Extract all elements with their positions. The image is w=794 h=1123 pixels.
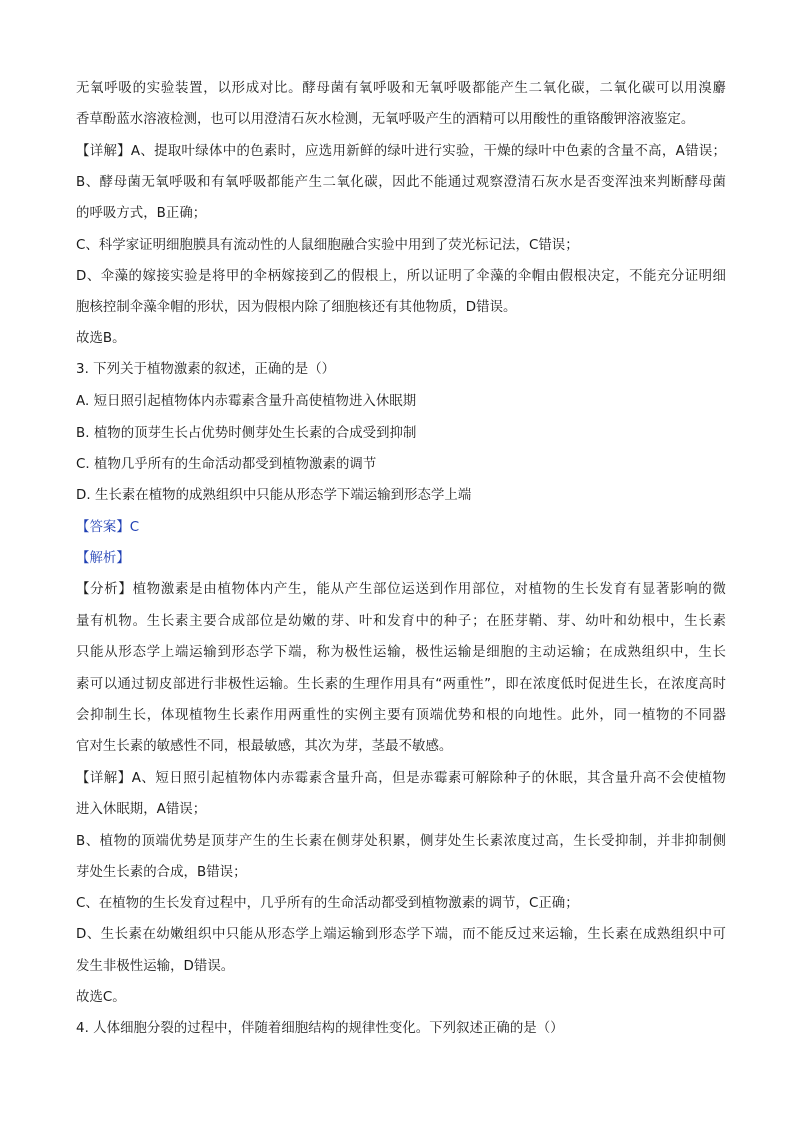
option-c: C. 植物几乎所有的生命活动都受到植物激素的调节 [76,457,377,472]
text-line: 发生非极性运输，D错误。 [76,959,235,974]
text-line: 只能从形态学上端运输到形态学下端，称为极性运输，极性运输是细胞的主动运输；在成熟组织中，生长 [76,645,726,660]
text-line: 香草酚蓝水溶液检测，也可以用澄清石灰水检测，无氧呼吸产生的酒精可以用酸性的重铬酸钾溶液鉴定。 [76,112,695,127]
text-line: 胞核控制伞藻伞帽的形状，因为假根内除了细胞核还有其他物质，D错误。 [76,300,517,315]
text-line: 进入休眠期，A错误； [76,802,207,817]
text-line: B、酵母菌无氧呼吸和有氧呼吸都能产生二氧化碳，因此不能通过观察澄清石灰水是否变浑浊来判断酵母菌 [76,175,726,190]
analysis-heading: 【解析】 [76,551,130,566]
text-line: 素可以通过韧皮部进行非极性运输。生长素的生理作用具有“两重性”，即在浓度低时促进生长，在浓度高时 [76,677,726,692]
option-a: A. 短日照引起植物体内赤霉素含量升高使植物进入休眠期 [76,394,417,409]
text-line: 无氧呼吸的实验装置，以形成对比。酵母菌有氧呼吸和无氧呼吸都能产生二氧化碳，二氧化碳可以用溴麝 [76,81,726,96]
text-line: 会抑制生长，体现植物生长素作用两重性的实例主要有顶端优势和根的向地性。此外，同一植物的不同器 [76,708,726,723]
text-line: D、生长素在幼嫩组织中只能从形态学上端运输到形态学下端，而不能反过来运输，生长素在成熟组织中可 [76,927,726,942]
question-3: 3. 下列关于植物激素的叙述，正确的是（） [76,362,336,377]
text-line: 故选B。 [76,331,126,346]
text-line: 故选C。 [76,990,126,1005]
text-line: 官对生长素的敏感性不同，根最敏感，其次为芽，茎最不敏感。 [76,739,453,754]
text-line: 的呼吸方式，B正确； [76,206,207,221]
text-line: 量有机物。生长素主要合成部位是幼嫩的芽、叶和发育中的种子；在胚芽鞘、芽、幼叶和幼根中，生长素 [76,614,726,629]
text-line: D、伞藻的嫁接实验是将甲的伞柄嫁接到乙的假根上，所以证明了伞藻的伞帽由假根决定，不能充分证明细 [76,269,726,284]
text-line: 【详解】A、短日照引起植物体内赤霉素含量升高，但是赤霉素可解除种子的休眠，其含量升高不会使植物 [76,771,726,786]
answer-label: 【答案】C [76,520,140,535]
text-line: 芽处生长素的合成，B错误； [76,865,247,880]
text-line: C、在植物的生长发育过程中，几乎所有的生命活动都受到植物激素的调节，C正确； [76,896,579,911]
option-d: D. 生长素在植物的成熟组织中只能从形态学下端运输到形态学上端 [76,488,472,503]
text-line: 【分析】植物激素是由植物体内产生，能从产生部位运送到作用部位，对植物的生长发育有显著影响的微 [76,582,726,597]
text-line: B、植物的顶端优势是顶芽产生的生长素在侧芽处积累，侧芽处生长素浓度过高，生长受抑制，并非抑制侧 [76,834,726,849]
text-line: 【详解】A、提取叶绿体中的色素时，应选用新鲜的绿叶进行实验，干燥的绿叶中色素的含量不高，A错误； [76,144,726,159]
question-4: 4. 人体细胞分裂的过程中，伴随着细胞结构的规律性变化。下列叙述正确的是（） [76,1021,564,1036]
option-b: B. 植物的顶芽生长占优势时侧芽处生长素的合成受到抑制 [76,426,417,441]
text-line: C、科学家证明细胞膜具有流动性的人鼠细胞融合实验中用到了荧光标记法，C错误； [76,238,579,253]
